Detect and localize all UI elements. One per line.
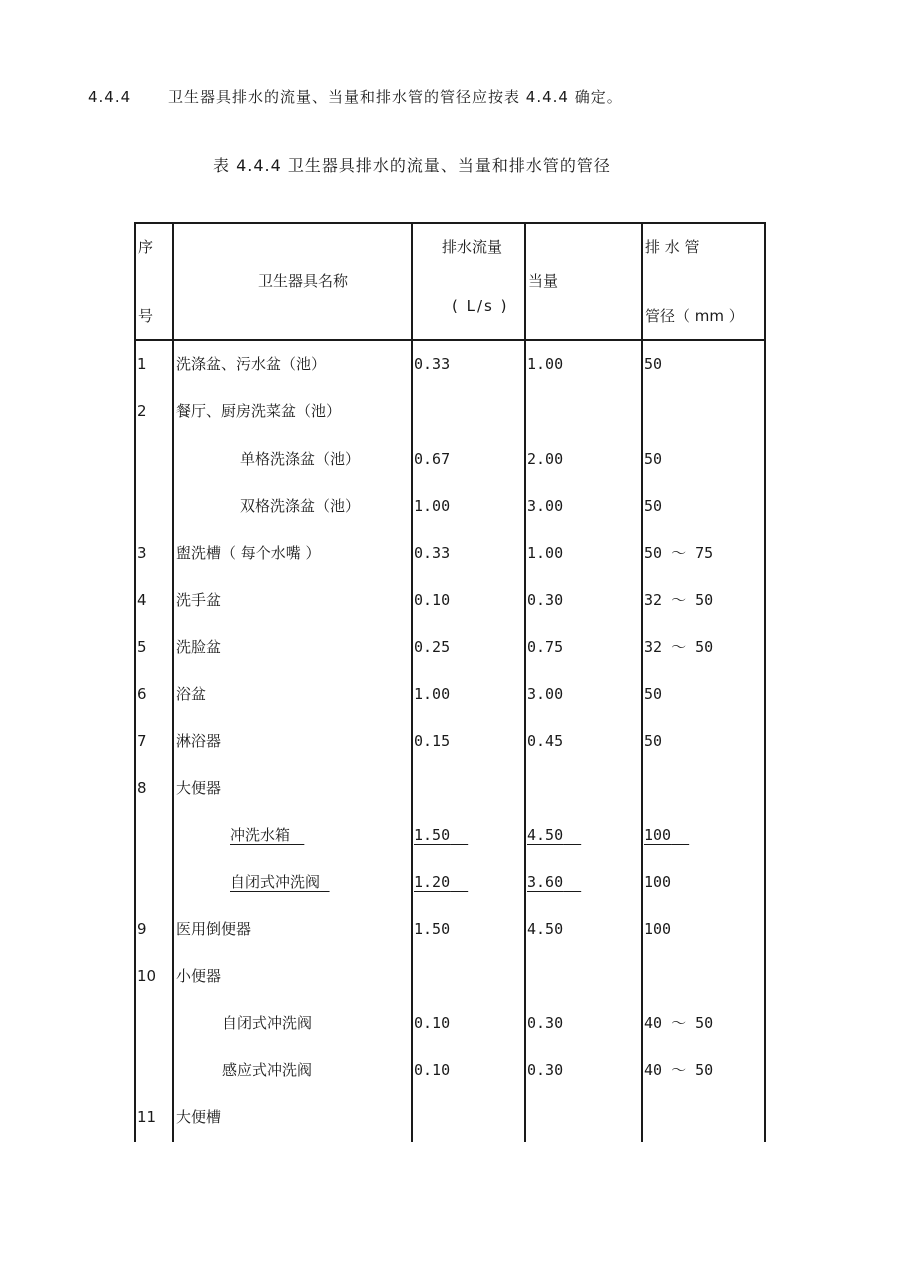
- row-dia: 32 ～ 50: [644, 638, 714, 656]
- underline-tail: [563, 873, 581, 891]
- row-equiv: 3.00: [527, 685, 564, 703]
- row-flow: 0.67: [414, 450, 451, 468]
- row-flow: 1.00: [414, 685, 451, 703]
- row-equiv: 0.75: [527, 638, 564, 656]
- row-flow: 0.10: [414, 1014, 451, 1032]
- row-name: 洗涤盆、污水盆（池）: [176, 355, 327, 373]
- underline-tail: [450, 873, 468, 891]
- row-name: 洗手盆: [176, 591, 222, 609]
- row-flow: 1.00: [414, 497, 451, 515]
- row-seq: 2: [137, 402, 147, 420]
- row-flow: 0.10: [414, 1061, 451, 1079]
- header-bottom-border: [134, 339, 766, 341]
- row-flow: 0.25: [414, 638, 451, 656]
- row-seq: 7: [137, 732, 147, 750]
- row-name: 自闭式冲洗阀: [222, 1014, 313, 1032]
- col-border-seq: [172, 222, 174, 1142]
- row-name: 单格洗涤盆（池）: [240, 450, 361, 468]
- header-seq-bottom: 号: [138, 307, 154, 325]
- row-flow: 0.33: [414, 544, 451, 562]
- clause-paragraph: [88, 86, 623, 107]
- row-equiv: 0.30: [527, 591, 564, 609]
- row-flow: [414, 872, 468, 892]
- underline-tail: [671, 826, 689, 844]
- header-pipe-top: 排 水 管: [645, 238, 700, 256]
- row-flow-text: 1.50: [414, 826, 451, 844]
- row-dia: 50 ～ 75: [644, 544, 714, 562]
- row-name: [230, 825, 304, 845]
- underline-tail: [450, 826, 468, 844]
- row-equiv: [527, 825, 581, 845]
- row-dia: 50: [644, 685, 663, 703]
- underline-tail: [290, 826, 304, 844]
- col-border-right: [764, 222, 766, 1142]
- row-dia: 40 ～ 50: [644, 1061, 714, 1079]
- row-name: [230, 872, 330, 892]
- row-flow: 0.15: [414, 732, 451, 750]
- row-equiv-text: 4.50: [527, 826, 564, 844]
- header-pipe-bottom: 管径（ mm ）: [645, 307, 744, 325]
- row-equiv: 1.00: [527, 544, 564, 562]
- header-flow-top: 排水流量: [442, 238, 503, 256]
- row-name: 洗脸盆: [176, 638, 222, 656]
- table-caption: 表 4.4.4 卫生器具排水的流量、当量和排水管的管径: [213, 156, 611, 175]
- row-name-text: 冲洗水箱: [230, 826, 291, 844]
- row-dia: 50: [644, 450, 663, 468]
- row-name: 小便器: [176, 967, 222, 985]
- row-name-text: 自闭式冲洗阀: [230, 873, 321, 891]
- row-equiv: [527, 872, 581, 892]
- row-dia: 100: [644, 873, 672, 891]
- col-border-left: [134, 222, 136, 1142]
- col-border-equiv: [641, 222, 643, 1142]
- row-seq: 11: [137, 1108, 157, 1126]
- row-equiv: 2.00: [527, 450, 564, 468]
- row-name: 感应式冲洗阀: [222, 1061, 313, 1079]
- row-equiv: 3.00: [527, 497, 564, 515]
- row-dia: 50: [644, 497, 663, 515]
- row-name: 大便槽: [176, 1108, 222, 1126]
- row-seq: 5: [137, 638, 147, 656]
- row-dia-text: 100: [644, 826, 672, 844]
- table-top-border: [134, 222, 766, 224]
- row-dia: 40 ～ 50: [644, 1014, 714, 1032]
- row-equiv: 0.45: [527, 732, 564, 750]
- row-flow: 0.33: [414, 355, 451, 373]
- row-equiv: 0.30: [527, 1061, 564, 1079]
- clause-text: 卫生器具排水的流量、当量和排水管的管径应按表 4.4.4 确定。: [168, 88, 623, 106]
- row-dia: 32 ～ 50: [644, 591, 714, 609]
- header-seq-top: 序: [138, 238, 154, 256]
- row-dia: 50: [644, 732, 663, 750]
- row-equiv: 0.30: [527, 1014, 564, 1032]
- row-name: 浴盆: [176, 685, 207, 703]
- header-flow-bottom: ( L/s ): [452, 297, 509, 315]
- header-equiv: 当量: [528, 272, 559, 290]
- row-flow: 0.10: [414, 591, 451, 609]
- row-dia: 50: [644, 355, 663, 373]
- row-dia: 100: [644, 920, 672, 938]
- row-flow-text: 1.20: [414, 873, 451, 891]
- row-dia: [644, 825, 689, 845]
- row-equiv: 4.50: [527, 920, 564, 938]
- row-flow: 1.50: [414, 920, 451, 938]
- col-border-name: [411, 222, 413, 1142]
- row-seq: 9: [137, 920, 147, 938]
- row-seq: 10: [137, 967, 157, 985]
- row-equiv: 1.00: [527, 355, 564, 373]
- row-seq: 6: [137, 685, 147, 703]
- row-equiv-text: 3.60: [527, 873, 564, 891]
- row-name: 盥洗槽（ 每个水嘴 ）: [176, 544, 321, 562]
- row-name: 医用倒便器: [176, 920, 252, 938]
- row-name: 餐厅、厨房洗菜盆（池）: [176, 402, 342, 420]
- row-seq: 3: [137, 544, 147, 562]
- row-seq: 1: [137, 355, 147, 373]
- row-seq: 8: [137, 779, 147, 797]
- header-name: 卫生器具名称: [258, 272, 349, 290]
- row-name: 淋浴器: [176, 732, 222, 750]
- row-name: 双格洗涤盆（池）: [240, 497, 361, 515]
- drainage-table: [134, 222, 766, 1142]
- row-flow: [414, 825, 468, 845]
- row-name: 大便器: [176, 779, 222, 797]
- underline-tail: [320, 873, 330, 891]
- row-seq: 4: [137, 591, 147, 609]
- col-border-flow: [524, 222, 526, 1142]
- clause-number: 4.4.4: [88, 88, 132, 106]
- underline-tail: [563, 826, 581, 844]
